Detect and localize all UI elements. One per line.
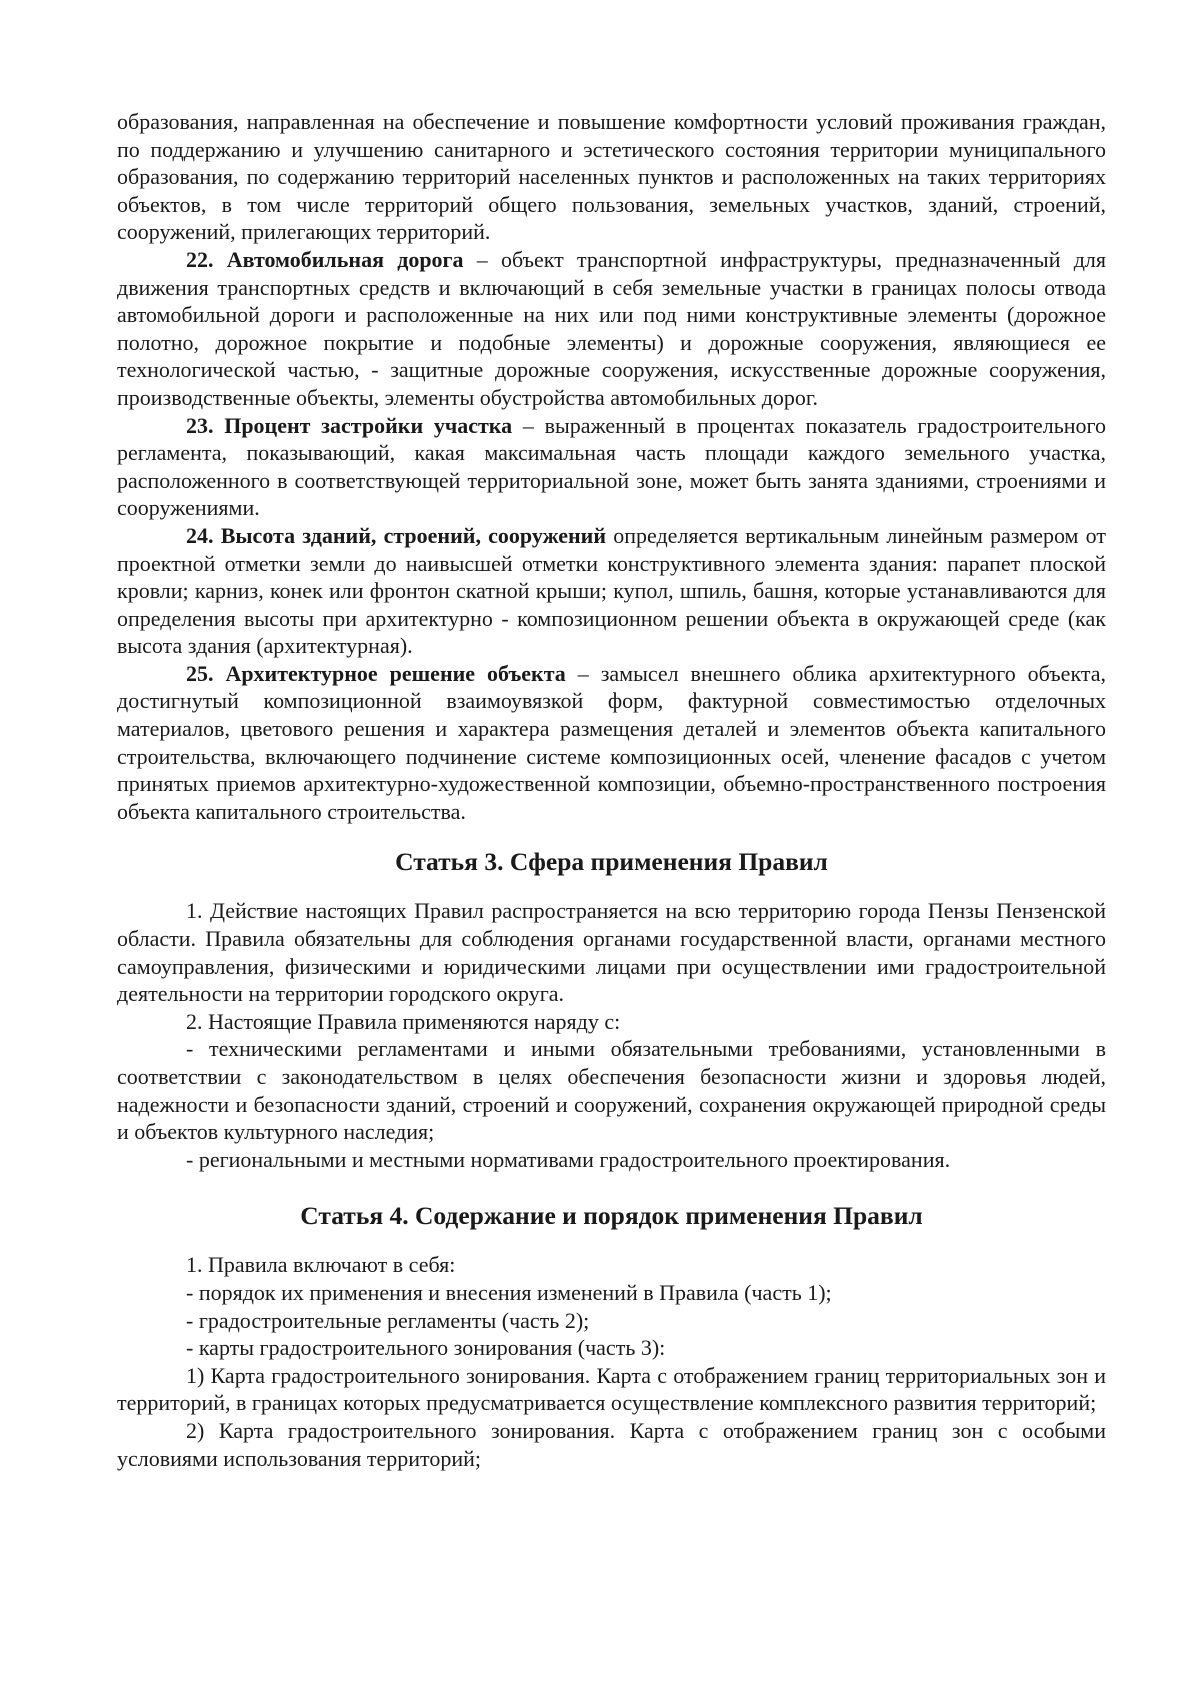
definition-text: – замысел внешнего облика архитектурного объекта, достигнутый композиционной взаимоувязкой форм, фактурной совместимостью отделочных материалов, цветового решения и характера размещения деталей и элементов объекта капитального строительства, включающего подчинение системе композиционных осей, членение фасадов с учетом принятых приемов архитектурно-художественной композиции, объемно-пространственного построения объекта капитального строительства. <box>117 660 1106 824</box>
definition-text: – выраженный в процентах показатель градостроительного регламента, показывающий, какая максимальная часть площади каждого земельного участка, расположенного в соответствующей территориальной зоне, может быть занята зданиями, строениями и сооружениями. <box>117 412 1106 521</box>
definition-term: 24. Высота зданий, строений, сооружений <box>186 522 607 548</box>
article-3-paragraph-1: 1. Действие настоящих Правил распространяется на всю территорию города Пензы Пензенской области. Правила обязательны для соблюдения органами государственной власти, органами местного самоуправления, физическими и юридическими лицами при осуществлении ими градостроительной деятельности на территории городского округа. <box>117 898 1106 1007</box>
definition-25 <box>117 660 1106 826</box>
definition-term: 25. Архитектурное решение объекта <box>186 660 566 686</box>
article-4-paragraph-1: 1. Правила включают в себя: <box>186 1252 456 1278</box>
definition-23 <box>117 412 1106 522</box>
definition-24 <box>117 522 1106 660</box>
article-3-paragraph-4: - региональными и местными нормативами градостроительного проектирования. <box>186 1146 951 1172</box>
article-4-paragraph-6: 2) Карта градостроительного зонирования. Карта с отображением границ зон с особыми условиями использования территорий; <box>117 1417 1106 1471</box>
definition-text: определяется вертикальным линейным размером от проектной отметки земли до наивысшей отметки конструктивного элемента здания: парапет плоской кровли; карниз, конек или фронтон скатной крыши; купол, шпиль, башня, которые устанавливаются для определения высоты при архитектурно - композиционном решении объекта в окружающей среде (как высота здания (архитектурная). <box>117 522 1106 659</box>
article-3-heading: Статья 3. Сфера применения Правил <box>395 847 828 877</box>
article-3-paragraph-3: - техническими регламентами и иными обязательными требованиями, установленными в соответствии с законодательством в целях обеспечения безопасности жизни и здоровья людей, надежности и безопасности зданий, строений и сооружений, сохранения окружающей природной среды и объектов культурного наследия; <box>117 1036 1106 1145</box>
definition-text: – объект транспортной инфраструктуры, предназначенный для движения транспортных средств и включающий в себя земельные участки в границах полосы отвода автомобильной дороги и расположенные на них или под ними конструктивные элементы (дорожное полотно, дорожное покрытие и подобные элементы) и дорожные сооружения, являющиеся ее технологической частью, - защитные дорожные сооружения, искусственные дорожные сооружения, производственные объекты, элементы обустройства автомобильных дорог. <box>117 246 1106 410</box>
article-4-paragraph-4: - карты градостроительного зонирования (часть 3): <box>186 1335 666 1361</box>
intro-paragraph: образования, направленная на обеспечение и повышение комфортности условий проживания граждан, по поддержанию и улучшению санитарного и эстетического состояния территории муниципального образования, по содержанию территорий населенных пунктов и расположенных на таких территориях объектов, в том числе территорий общего пользования, земельных участков, зданий, строений, сооружений, прилегающих территорий. <box>117 109 1106 245</box>
definition-term: 22. Автомобильная дорога <box>186 246 464 272</box>
article-4-paragraph-3: - градостроительные регламенты (часть 2); <box>186 1307 590 1333</box>
definition-22 <box>117 246 1106 412</box>
article-4-heading: Статья 4. Содержание и порядок применения Правил <box>300 1201 923 1231</box>
article-4-paragraph-5: 1) Карта градостроительного зонирования. Карта с отображением границ территориальных зон и территорий, в границах которых предусматривается осуществление комплексного развития территорий; <box>117 1362 1106 1416</box>
article-3-paragraph-2: 2. Настоящие Правила применяются наряду с: <box>186 1008 621 1034</box>
definition-term: 23. Процент застройки участка <box>186 412 513 438</box>
article-4-paragraph-2: - порядок их применения и внесения изменений в Правила (часть 1); <box>186 1279 832 1305</box>
